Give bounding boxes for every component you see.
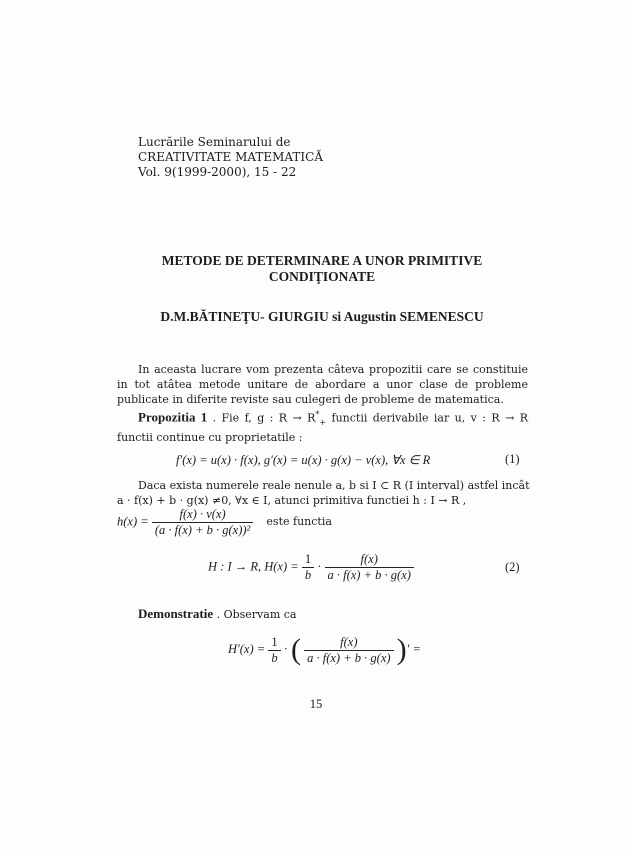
intro-paragraph bbox=[117, 362, 528, 407]
eq3-fraction bbox=[304, 635, 393, 666]
title-line-1: METODE DE DETERMINARE A UNOR PRIMITIVE bbox=[161, 253, 483, 268]
eq2-coef-num: 1 bbox=[304, 552, 312, 566]
equation-1: f′(x) = u(x) · f(x), g′(x) = u(x) · g(x) − v(x), ∀x ∈ R bbox=[176, 453, 431, 467]
eq3-numerator: f(x) bbox=[340, 634, 358, 649]
proposition-label: Propozitia 1 bbox=[138, 409, 208, 425]
equation-2: H : I → R, H(x) = $\frac{1}{b}$ · $\frac{f(x)}{a \cdot f(x) + b \cdot g(x)}$ bbox=[208, 552, 414, 583]
eq2-denominator: a · f(x) + b · g(x) bbox=[325, 567, 414, 583]
eq2-fraction bbox=[325, 552, 414, 583]
proposition-text-1: . Fie f, g : R → R bbox=[212, 411, 316, 425]
demonstration-paragraph bbox=[117, 606, 528, 622]
condition-line-1: Daca exista numerele reale nenule a, b si I ⊂ R (I interval) astfel incât bbox=[138, 479, 530, 492]
h-label: h(x) = bbox=[117, 514, 149, 529]
header-line-2: CREATIVITATE MATEMATICĂ bbox=[138, 150, 324, 164]
demonstration-text: . Observam ca bbox=[216, 608, 297, 621]
equation-1-number: (1) bbox=[505, 452, 520, 466]
eq2-numerator: f(x) bbox=[360, 552, 378, 566]
equation-3: H′(x) = $\frac{1}{b}$ · ( $\frac{f(x)}{a \cdot f(x) + b \cdot g(x)}$ )′ = bbox=[228, 633, 421, 666]
h-fraction bbox=[152, 507, 253, 538]
intro-text: In aceasta lucrare vom prezenta câteva propozitii care se constituie in tot atâtea metode unitare de abordare a unor clase de probleme publicate in diferite reviste sau culegeri de probleme de matematica. bbox=[117, 363, 528, 406]
eq3-coef-num: 1 bbox=[271, 634, 278, 649]
eq3-coef-den: b bbox=[268, 650, 280, 666]
eq2-coef-den: b bbox=[302, 567, 314, 583]
authors: D.M.BĂTINEŢU- GIURGIU si Augustin SEMENESCU bbox=[160, 309, 484, 324]
proposition-paragraph: Propozitia 1 . Fie f, g : $R \to R^*_+$ functii derivabile iar u, v : R → R functii continue cu proprietatile : bbox=[117, 409, 529, 444]
title-line-2: CONDIŢIONATE bbox=[268, 269, 376, 284]
h-numerator: f(x) · v(x) bbox=[179, 507, 226, 521]
eq3-coefficient bbox=[268, 635, 280, 666]
condition-line-2: a · f(x) + b · g(x) ≠0, ∀x ∈ I, atunci primitiva functiei h : I → R , bbox=[117, 494, 467, 507]
header-line-3: Vol. 9(1999-2000), 15 - 22 bbox=[138, 165, 297, 179]
demonstration-label: Demonstratie bbox=[138, 606, 214, 621]
proposition-text-2: functii derivabile iar u, v : R → R functii continue cu proprietatile : bbox=[117, 411, 529, 444]
equation-2-number: (2) bbox=[505, 560, 520, 574]
paper-title bbox=[118, 253, 526, 285]
eq3-lhs: H′(x) = bbox=[228, 641, 266, 656]
eq3-tail: ′ = bbox=[406, 641, 421, 656]
eq2-lhs: H : I → R, H(x) = bbox=[208, 559, 299, 574]
page-number: 15 bbox=[309, 697, 323, 711]
journal-header bbox=[138, 135, 323, 180]
h-definition bbox=[117, 507, 332, 538]
header-line-1: Lucrările Seminarului de bbox=[138, 135, 291, 149]
eq2-coefficient bbox=[302, 552, 314, 583]
h-tail: este functia bbox=[266, 515, 332, 529]
h-denominator: (a · f(x) + b · g(x))² bbox=[152, 522, 253, 538]
eq3-denominator: a · f(x) + b · g(x) bbox=[304, 650, 393, 666]
